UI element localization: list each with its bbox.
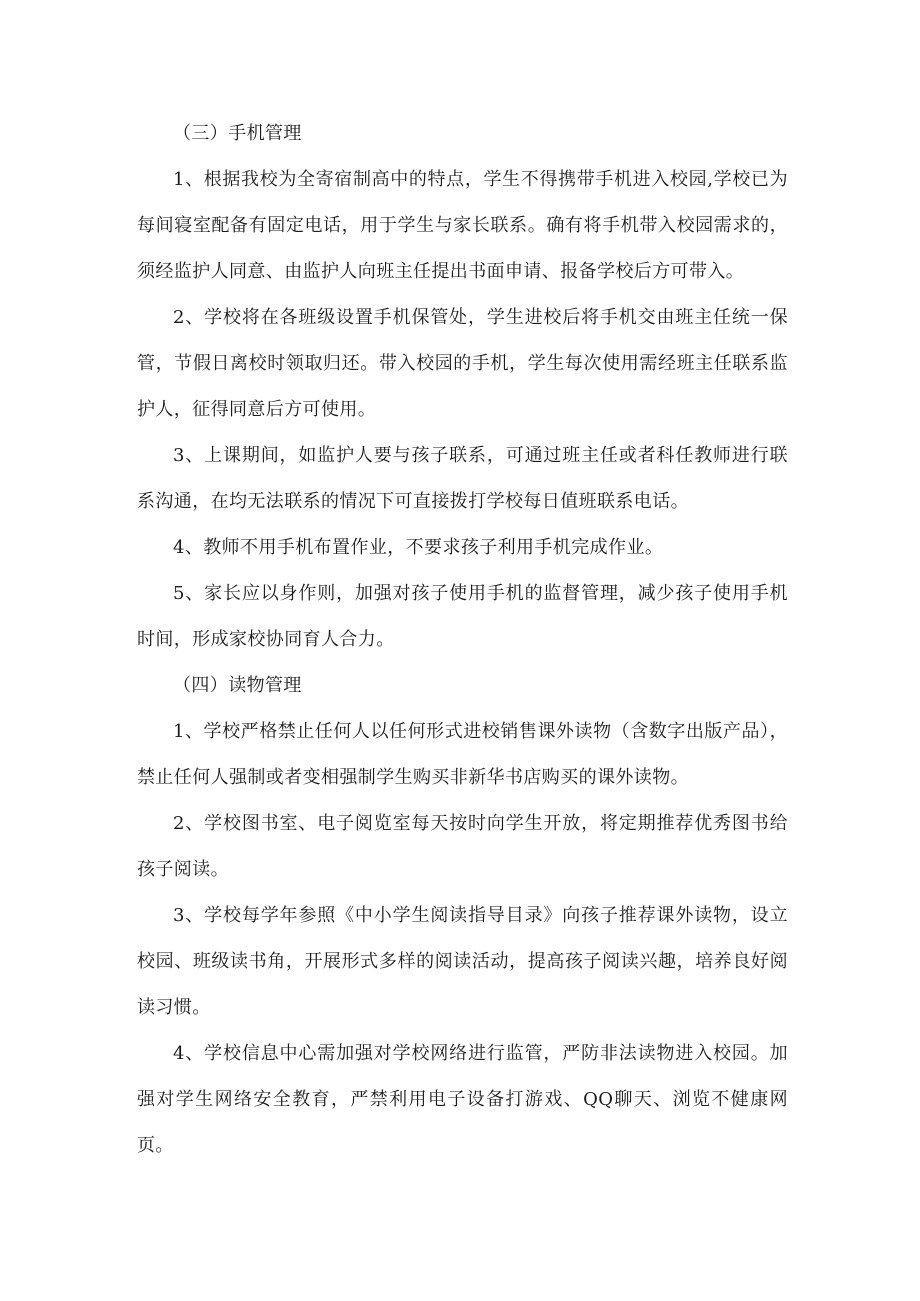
section-heading-reading: （四）读物管理	[173, 675, 302, 696]
reading-rule-2: 2、学校图书室、电子阅览室每天按时向学生开放，将定期推荐优秀图书给孩子阅读。	[137, 813, 788, 880]
section-heading-phone: （三）手机管理	[173, 123, 302, 144]
phone-rule-3: 3、上课期间，如监护人要与孩子联系，可通过班主任或者科任教师进行联系沟通，在均无法联系的情况下可直接拨打学校每日值班联系电话。	[137, 445, 788, 512]
phone-rule-1: 1、根据我校为全寄宿制高中的特点，学生不得携带手机进入校园,学校已为每间寝室配备有固定电话，用于学生与家长联系。确有将手机带入校园需求的，须经监护人同意、由监护人向班主任提出书面申请、报备学校后方可带入。	[137, 169, 788, 282]
phone-rule-4: 4、教师不用手机布置作业，不要求孩子利用手机完成作业。	[173, 537, 664, 558]
phone-rule-5: 5、家长应以身作则，加强对孩子使用手机的监督管理，减少孩子使用手机时间，形成家校协同育人合力。	[137, 583, 788, 650]
reading-rule-4: 4、学校信息中心需加强对学校网络进行监管，严防非法读物进入校园。加强对学生网络安全教育，严禁利用电子设备打游戏、QQ聊天、浏览不健康网页。	[137, 1043, 788, 1156]
phone-rule-2: 2、学校将在各班级设置手机保管处，学生进校后将手机交由班主任统一保管，节假日离校时领取归还。带入校园的手机，学生每次使用需经班主任联系监护人，征得同意后方可使用。	[137, 307, 788, 420]
reading-rule-3: 3、学校每学年参照《中小学生阅读指导目录》向孩子推荐课外读物，设立校园、班级读书角，开展形式多样的阅读活动，提高孩子阅读兴趣，培养良好阅读习惯。	[137, 905, 788, 1018]
reading-rule-1: 1、学校严格禁止任何人以任何形式进校销售课外读物（含数字出版产品），禁止任何人强制或者变相强制学生购买非新华书店购买的课外读物。	[137, 721, 788, 788]
